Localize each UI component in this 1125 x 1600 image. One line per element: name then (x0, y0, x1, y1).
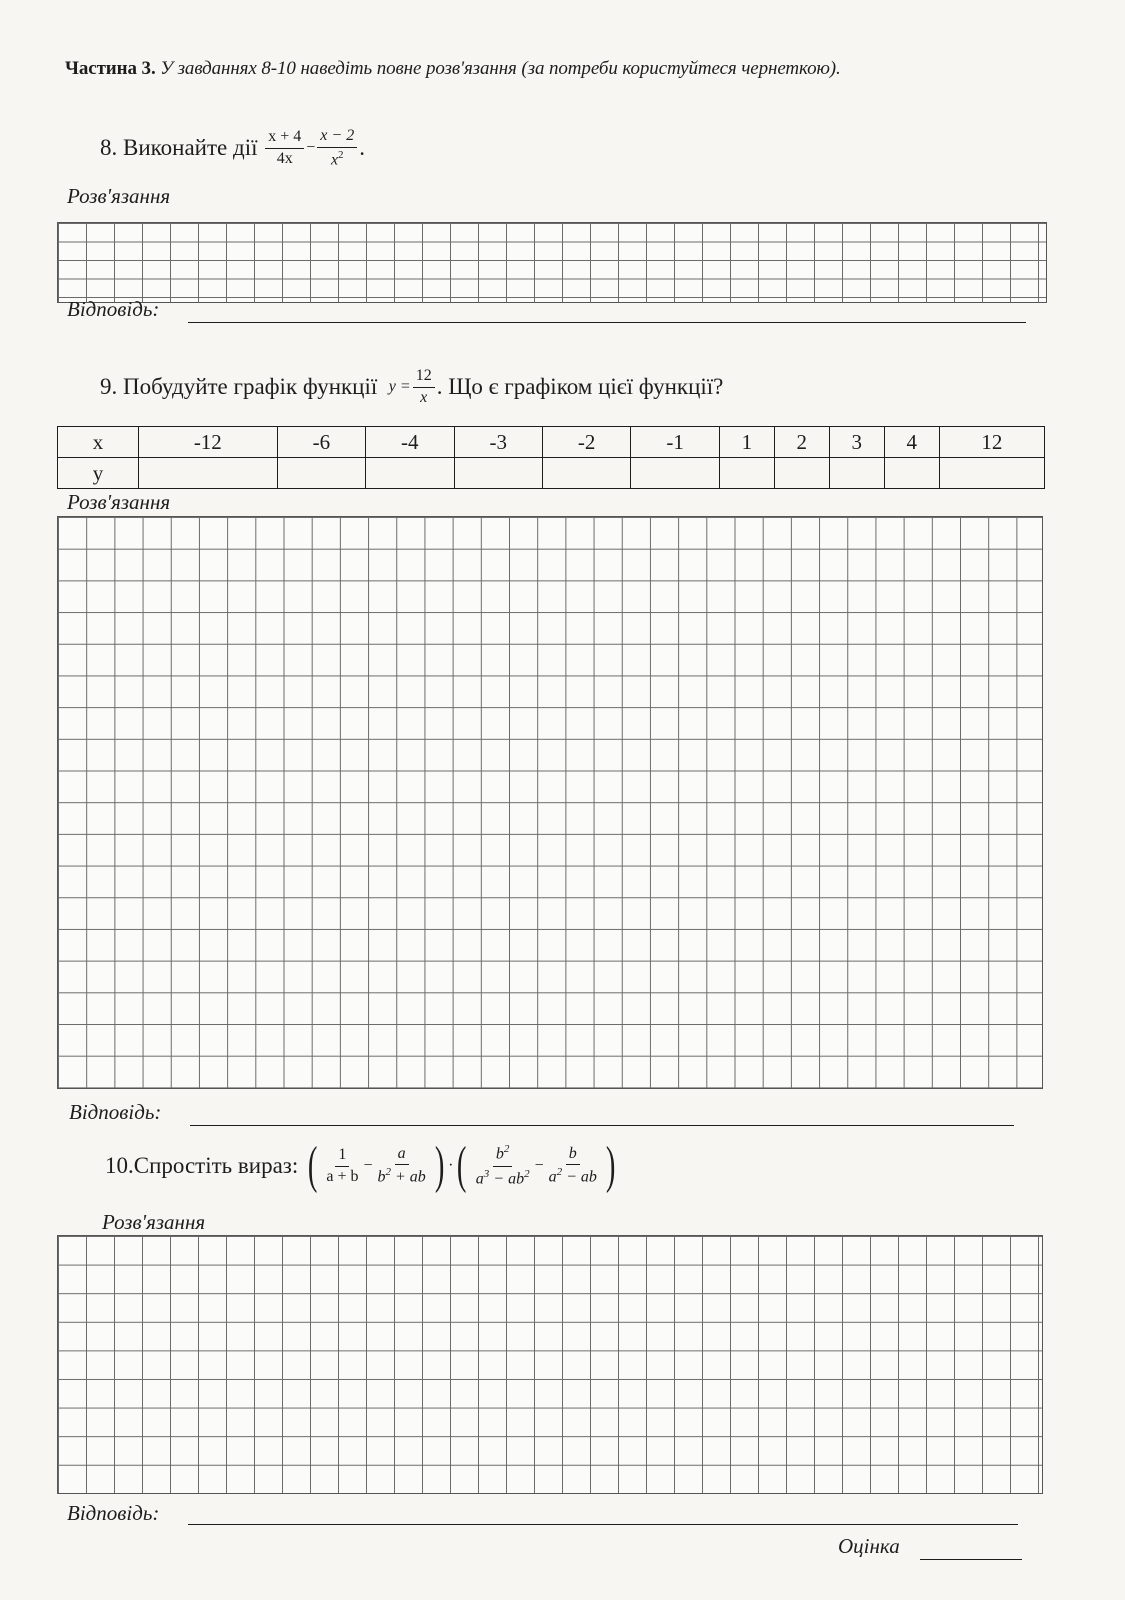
y-row (58, 458, 1045, 489)
x-cell: 1 (719, 427, 774, 458)
y-cell[interactable] (139, 458, 278, 489)
task-8: 8. Виконайте дії $\frac{x + 4}{4x}$ − $\frac{x - 2}{x^2}$ . (100, 127, 365, 169)
task-10-number: 10. (105, 1153, 134, 1178)
x-cell: -12 (139, 427, 278, 458)
y-cell[interactable] (631, 458, 719, 489)
task-9-answer-line[interactable] (190, 1124, 1014, 1126)
y-header: y (58, 458, 139, 489)
part-instruction: У завданнях 8-10 наведіть повне розв'язання (за потреби користуйтеся чернеткою). (160, 58, 841, 79)
task-10-answer-label: Відповідь: (67, 1501, 160, 1525)
x-cell: -6 (277, 427, 365, 458)
y-cell[interactable] (774, 458, 829, 489)
part-header: Частина 3. У завданнях 8-10 наведіть повне розв'язання (за потреби користуйтеся чернеткою). (65, 58, 841, 79)
values-table (57, 426, 1045, 489)
task-8-solution-label: Розв'язання (67, 184, 171, 208)
task-9-function-fraction: $\frac{12}{x}$ (413, 368, 435, 407)
x-cell: -1 (631, 427, 719, 458)
task-10-solution-grid[interactable] (57, 1235, 1043, 1494)
y-cell[interactable] (719, 458, 774, 489)
x-cell: -2 (542, 427, 630, 458)
x-cell: 2 (774, 427, 829, 458)
x-cell: 12 (939, 427, 1044, 458)
task-8-answer-label: Відповідь: (67, 297, 160, 321)
x-cell: 3 (829, 427, 884, 458)
task-10-text: Спростіть вираз: (133, 1153, 299, 1178)
y-cell[interactable] (542, 458, 630, 489)
x-cell: -3 (454, 427, 542, 458)
task-8-solution-grid[interactable] (57, 222, 1047, 303)
task-9-number: 9. (100, 374, 118, 400)
task-10-answer-line[interactable] (188, 1523, 1018, 1525)
task-8-answer-line[interactable] (188, 321, 1026, 323)
task-9-graph-grid[interactable] (57, 516, 1043, 1089)
grade-label: Оцінка (838, 1534, 900, 1558)
task-8-text: Виконайте дії (123, 135, 258, 161)
task-8-fraction-2: $\frac{x - 2}{x^2}$ (317, 128, 357, 169)
x-cell: 4 (884, 427, 939, 458)
task-10: 10. Спростіть вираз: ( $\frac{1}{a + b}$ − $\frac{a}{b^2 + ab}$ ) · ( $\frac{b^2}{a^3 - ab^2}$ − $\frac{b}{a^2 - ab}$ ) (105, 1137, 616, 1194)
task-9: 9. Побудуйте графік функції y = $\frac{12}{x}$ . Що є графіком цієї функції? (100, 367, 724, 406)
x-cell: -4 (366, 427, 454, 458)
part-label: Частина 3 (65, 58, 151, 79)
x-row (58, 427, 1045, 458)
task-10-fraction-4: $\frac{b}{a^2 - ab}$ (548, 1144, 597, 1186)
task-10-fraction-3: $\frac{b^2}{a^3 - ab^2}$ (475, 1143, 530, 1187)
task-9-text: Побудуйте графік функції (123, 374, 378, 400)
task-10-fraction-1: $\frac{1}{a + b}$ (326, 1145, 359, 1185)
task-9-solution-label: Розв'язання (67, 490, 171, 514)
task-10-fraction-2: $\frac{a}{b^2 + ab}$ (377, 1144, 426, 1186)
task-10-solution-label: Розв'язання (102, 1210, 206, 1234)
task-9-answer-label: Відповідь: (69, 1100, 162, 1124)
x-header: x (58, 427, 139, 458)
grade-line[interactable] (920, 1558, 1022, 1560)
task-8-number: 8. (100, 135, 118, 161)
y-cell[interactable] (366, 458, 454, 489)
y-cell[interactable] (277, 458, 365, 489)
task-8-fraction-1: $\frac{x + 4}{4x}$ (265, 129, 304, 168)
y-cell[interactable] (939, 458, 1044, 489)
task-9-question: . Що є графіком цієї функції? (436, 374, 724, 400)
y-cell[interactable] (829, 458, 884, 489)
y-cell[interactable] (884, 458, 939, 489)
y-cell[interactable] (454, 458, 542, 489)
